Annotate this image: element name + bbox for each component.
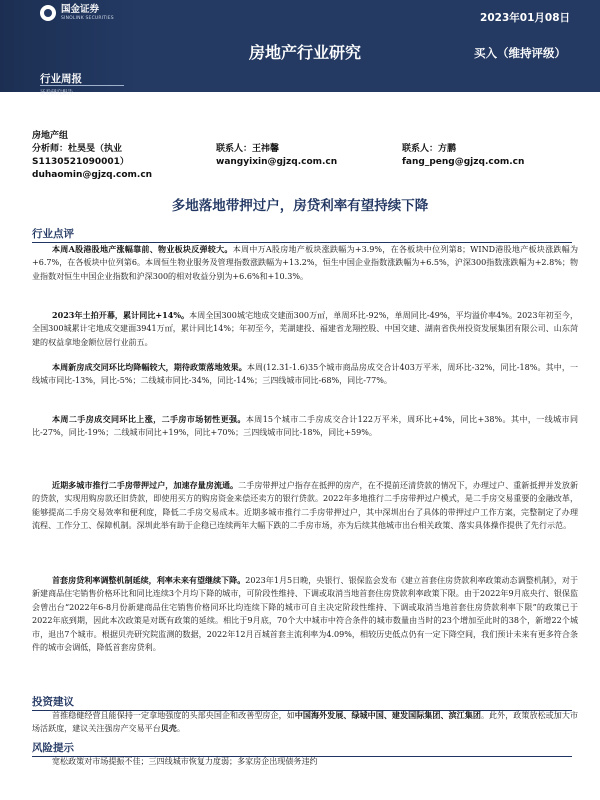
contact-3-label: 联系人：: [402, 144, 439, 154]
author-block: [32, 128, 572, 182]
paragraph-investment-picks: 中国海外发展、绿城中国、建发国际集团、滨江集团: [294, 710, 481, 720]
paragraph-mortgage-transfer-body: 二手房带押过户指存在抵押的房产，在不提前还清贷款的情况下，办理过户、重新抵押并发放新的贷款，实现用购房款还旧贷款，即使用买方的购房资金来偿还卖方的银行贷款。2022年多地推行二手房带押过户模式，是二手房交易重要的金融改革，能够提高二手房交易效率和便利度，降低二手房交易成本。近期多城市推行二手房带押过户，其中深圳出台了具体的带押过户工作方案，完整制定了办理流程、工作分工、保障机制。深圳此举有助于企稳已连续两年大幅下跌的二手房市场，亦为后续其他城市出台相关政策、落实具体操作提供了先行示范。: [32, 481, 579, 531]
contact-3: [402, 143, 572, 182]
paragraph-land-body: 本周全国300城宅地成交建面300万㎡，单周环比-92%，单周同比-49%，平均溢价率4%。2023年初至今，全国300城累计宅地成交建面3941万㎡，累计同比14%；年初至今，芜湖建投、福建省龙翔控股、中国交建、湖南省佚州投资发展集团有限公司、山东菏建的权益拿地金额位居行业前五。: [32, 311, 579, 347]
paragraph-market-body: 本周中万A股房地产板块涨跌幅为+3.9%，在各板块中位列第8；WIND港股地产板块涨跌幅为+6.7%，在各板块中位列第6。本周恒生物业服务及管理指数涨跌幅为+13.2%，恒生中国企业指数涨跌幅为+6.5%，沪深300指数涨跌幅为+2.8%；物业指数对恒生中国企业指数和沪深300的相对收益分别为+6.6%和+10.3%。: [32, 245, 579, 281]
paragraph-mortgage-rate-body: 2023年1月5日晚，央银行、银保监会发布《建立首套住房贷款利率政策动态调整机制》，对于新建商品住宅销售价格环比和同比连续3个月均下降的城市，可阶段性维持、下调或取消当地首套住房贷款利率政策下限。由于2022年9月底央行、银保监会曾出台“2022年6-8月份新建商品住宅销售价格同环比均连续下降的城市可自主决定阶段性维持、下调或取消当地首套住房贷款利率下限”的政策已于2022年底到期，因此本次政策是对既有政策的延续。相比于9月底，70个大中城市中符合条件的城市数量由当时的23个增加至此时的38个，新增22个城市，退出7个城市。根据贝壳研究院监测的数据，2022年12月百城首套主流利率为4.09%，相较历史低点仍有一定下降空间，我们预计未来有更多符合条件的城市会调低，降低首套房贷利。: [32, 576, 578, 653]
report-title: 房地产行业研究: [249, 43, 362, 62]
paragraph-mortgage-transfer-lead: 近期多城市推行二手房带押过户，加速存量房流通。: [52, 480, 239, 490]
author-row: [32, 143, 572, 182]
investment-rating: 买入（维持评级）: [474, 46, 566, 60]
contact-2: [216, 143, 402, 182]
analyst-1-email[interactable]: duhaomin@gjzq.com.cn: [32, 170, 153, 180]
contact-2-name: 王祎馨: [252, 144, 280, 154]
analyst-1-label: 分析师：: [32, 144, 69, 154]
contact-2-email[interactable]: wangyixin@gjzq.com.cn: [216, 157, 338, 167]
paragraph-second-hand-body: 本周15个城市二手房成交合计122万平米，周环比+4%，同比+38%。其中，一线城市同比-27%，同比-19%；二线城市同比+19%，同比+70%；三四线城市同比-18%，同比+59%。: [32, 415, 579, 438]
paragraph-investment-c: 。: [176, 724, 185, 734]
paragraph-land: [32, 309, 578, 349]
section-heading-investment: 投资建议: [32, 694, 572, 711]
contact-3-name: 方鹏: [438, 144, 457, 154]
paragraph-mortgage-rate-lead: 首套房贷利率调整机制延续，利率未来有望继续下降。: [52, 575, 246, 585]
report-kind: 行业周报: [40, 73, 82, 85]
logo-text-cn: 国金证券: [61, 4, 100, 15]
paragraph-second-hand-lead: 本周二手房成交同环比上涨，二手房市场韧性更强。: [52, 414, 246, 424]
paragraph-land-lead: 2023年土拍开幕，累计同比+14%。: [52, 310, 190, 320]
analyst-1: [32, 143, 216, 182]
contact-3-email[interactable]: fang_peng@gjzq.com.cn: [402, 157, 525, 167]
report-date: 2023年01月08日: [480, 12, 570, 24]
analyst-1-license: S1130521090001）: [32, 157, 129, 167]
paragraph-second-hand: [32, 413, 578, 440]
section-heading-risk: 风险提示: [32, 740, 572, 757]
company-logo: [40, 5, 114, 21]
header-divider: [40, 85, 124, 86]
contact-2-label: 联系人：: [216, 144, 253, 154]
paragraph-risk: 宽松政策对市场提振不佳；三四线城市恢复力度弱；多家房企出现债务违约: [52, 757, 318, 766]
research-group: 房地产组: [32, 131, 69, 141]
report-subtitle: 证券研究报告: [40, 90, 74, 96]
logo-icon: [40, 5, 56, 21]
paragraph-mortgage-transfer: [32, 479, 578, 533]
analyst-1-name: 杜昊旻（执业: [68, 144, 123, 154]
paragraph-market-lead: 本周A股港股地产涨幅靠前、物业板块反弹较大。: [52, 244, 233, 254]
paragraph-mortgage-rate: [32, 574, 578, 654]
paragraph-investment-pick2: 贝壳: [160, 723, 177, 734]
paragraph-new-homes-body: 本周(12.31-1.6)35个城市商品房成交合计403万平米，周环比-32%，同比-18%。其中，一线城市同比-13%，同比-5%；二线城市同比-34%，同比-14%；三四线城市同比-68%，同比-77%。: [32, 363, 578, 386]
paragraph-investment-b: 。此外，政策放松或加大市场活跃度，建议关注强房产交易平台: [32, 711, 579, 734]
section-heading-review: 行业点评: [32, 226, 572, 243]
paragraph-market: [32, 243, 578, 283]
paragraph-new-homes-lead: 本周新房成交同环比均降幅较大，期待政策落地效果。: [52, 362, 247, 372]
paragraph-new-homes: [32, 361, 578, 388]
logo-text-en: SINOLINK SECURITIES: [61, 15, 114, 21]
report-headline: 多地落地带押过户，房贷利率有望持续下降: [171, 198, 429, 214]
paragraph-investment: [32, 709, 578, 736]
paragraph-investment-a: 首推稳健经营且能保持一定拿地强度的头部央国企和改善型房企，如: [52, 711, 295, 720]
